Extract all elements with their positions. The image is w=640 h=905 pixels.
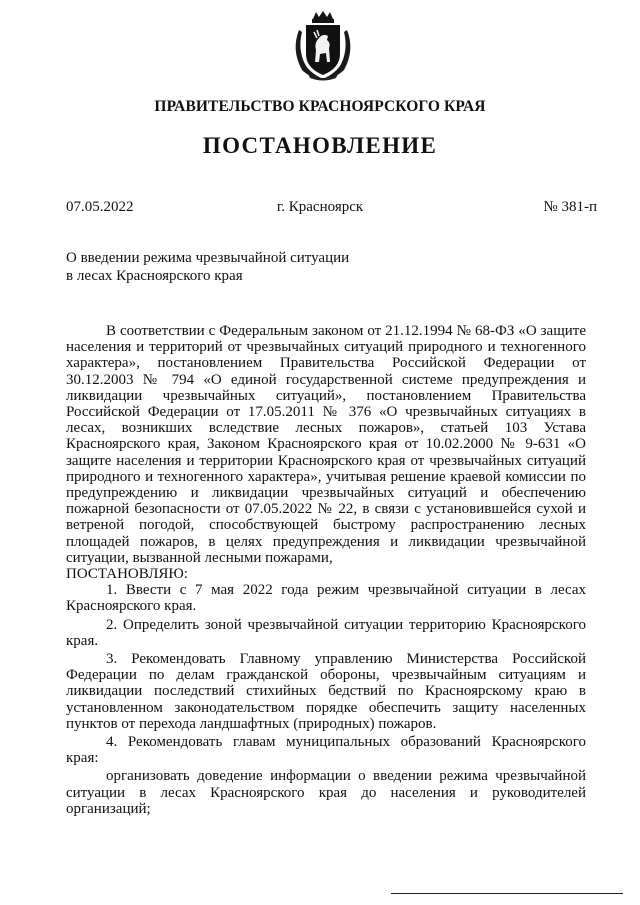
subject-line-1: О введении режима чрезвычайной ситуации [66,250,350,266]
document-subject [66,249,349,285]
document-city: г. Красноярск [276,199,364,215]
clause-3: 3. Рекомендовать Главному управлению Министерства Российской Федерации по делам гражданской обороны, чрезвычайным ситуациям и ликвидации последствий стихийных бедствий по Красноярскому краю в установленном законодательством порядке обеспечить защиту населенных пунктов от перехода ландшафтных (природных) пожаров. [66,651,586,732]
clause-1: 1. Ввести с 7 мая 2022 года режим чрезвычайной ситуации в лесах Красноярского края. [66,582,586,615]
preamble-paragraph: В соответствии с Федеральным законом от 21.12.1994 № 68-ФЗ «О защите населения и территорий от чрезвычайных ситуаций природного и техногенного характера», постановлением Правительства Российской Федерации от 30.12.2003 № 794 «О единой государственной системе предупреждения и ликвидации чрезвычайных ситуаций», постановлением Правительства Российской Федерации от 17.05.2011 № 376 «О чрезвычайных ситуациях в лесах, возникших вследствие лесных пожаров», статьей 103 Устава Красноярского края, Законом Красноярского края от 10.02.2000 № 9-631 «О защите населения и территории Красноярского края от чрезвычайных ситуаций природного и техногенного характера», учитывая решение краевой комиссии по предупреждению и ликвидации чрезвычайных ситуаций и обеспечению пожарной безопасности от 07.05.2022 № 22, в связи с установившейся сухой и ветреной погодой, способствующей быстрому распространению лесных площадей пожаров, в целях предупреждения и ликвидации чрезвычайной ситуации, вызванной лесными пожарами, [66,323,586,566]
subject-line-2: в лесах Красноярского края [66,268,243,284]
clause-4-subitem: организовать доведение информации о введении режима чрезвычайной ситуации в лесах Красноярского края до населения и руководителей организаций; [66,768,586,817]
document-body [66,323,586,817]
clause-4: 4. Рекомендовать главам муниципальных образований Красноярского края: [66,734,586,767]
clause-2: 2. Определить зоной чрезвычайной ситуации территорию Красноярского края. [66,616,586,649]
document-type-title: ПОСТАНОВЛЕНИЕ [202,133,438,158]
document-number: № 381-п [543,199,597,215]
decree-word: ПОСТАНОВЛЯЮ: [66,566,188,583]
krasnoyarsk-coat-of-arms-icon [290,10,356,82]
document-date: 07.05.2022 [66,199,134,215]
footer-rule [391,893,623,894]
organization-name: ПРАВИТЕЛЬСТВО КРАСНОЯРСКОГО КРАЯ [154,98,486,115]
